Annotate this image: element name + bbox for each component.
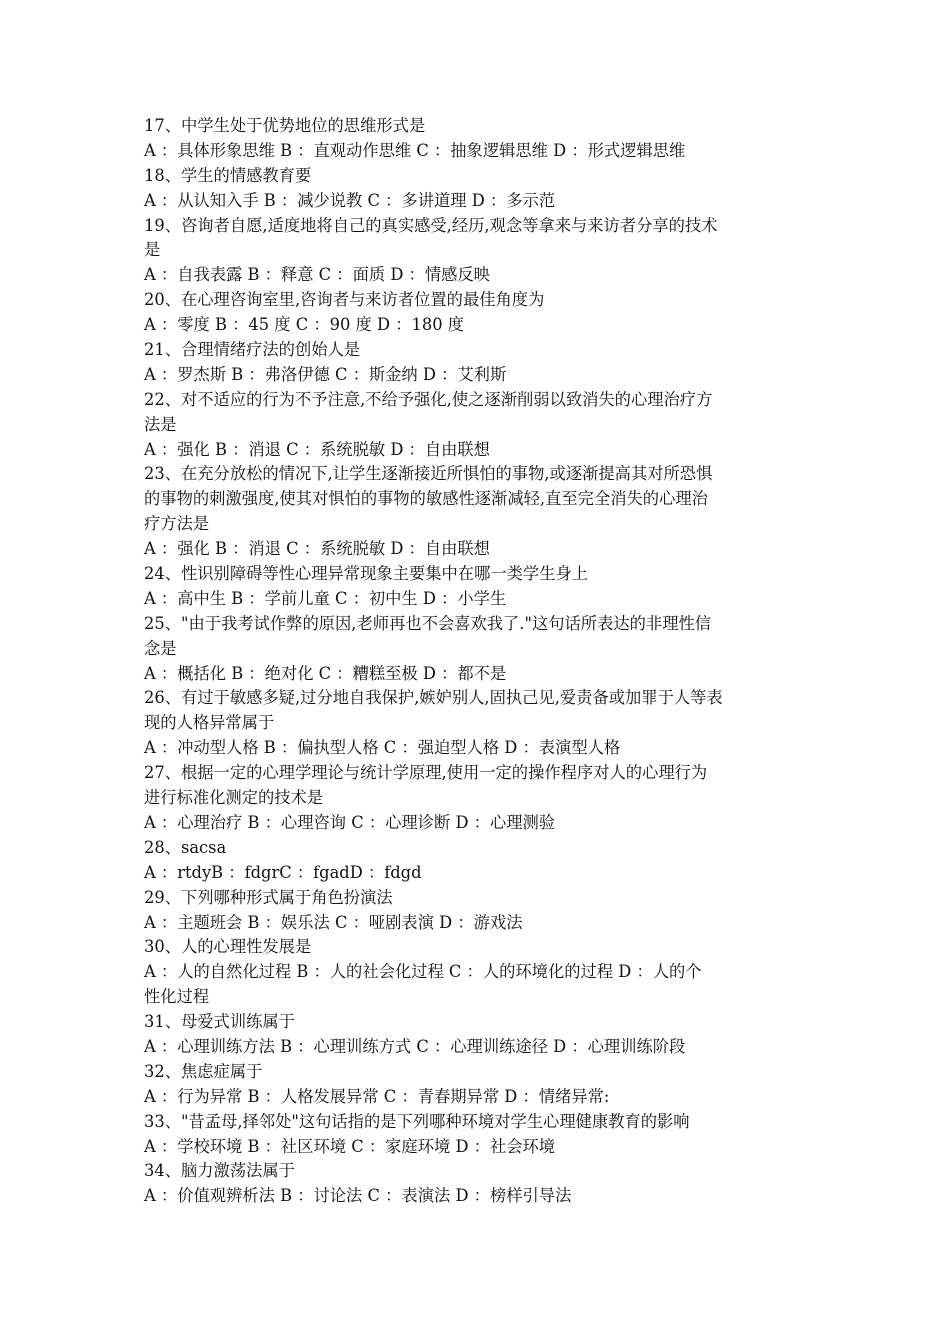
- options-30-line-2: 性化过程: [144, 987, 210, 1007]
- question-22-line-1: 22、对不适应的行为不予注意,不给予强化,使之逐渐削弱以致消失的心理治疗方: [144, 389, 713, 409]
- options-25: A ：概括化 B ：绝对化 C ：糟糕至极 D ：都不是: [144, 663, 507, 683]
- question-25-line-1: 25、"由于我考试作弊的原因,老师再也不会喜欢我了."这句话所表达的非理性信: [144, 613, 712, 633]
- options-28: A ：rtdyB ：fdgrC ：fgadD ：fdgd: [144, 862, 422, 882]
- options-30-line-1: A ：人的自然化过程 B ：人的社会化过程 C ：人的环境化的过程 D ：人的个: [144, 962, 702, 982]
- question-23-line-3: 疗方法是: [144, 514, 210, 534]
- options-20: A ：零度 B ：45 度 C ：90 度 D ：180 度: [144, 315, 465, 335]
- options-34: A ：价值观辨析法 B ：讨论法 C ：表演法 D ：榜样引导法: [144, 1186, 572, 1206]
- question-28: 28、sacsa: [144, 837, 227, 857]
- options-23: A ：强化 B ：消退 C ：系统脱敏 D ：自由联想: [144, 539, 490, 559]
- options-27: A ：心理治疗 B ：心理咨询 C ：心理诊断 D ：心理测验: [144, 812, 556, 832]
- question-32: 32、焦虑症属于: [144, 1061, 263, 1081]
- question-17: 17、中学生处于优势地位的思维形式是: [144, 116, 426, 135]
- question-21: 21、合理情绪疗法的创始人是: [144, 340, 361, 360]
- question-29: 29、下列哪种形式属于角色扮演法: [144, 887, 393, 907]
- document-page: [144, 114, 814, 1209]
- question-19-line-1: 19、咨询者自愿,适度地将自己的真实感受,经历,观念等拿来与来访者分享的技术: [144, 215, 718, 235]
- options-32: A ：行为异常 B ：人格发展异常 C ：青春期异常 D ：情绪异常:: [144, 1086, 610, 1106]
- question-19-line-2: 是: [144, 240, 161, 260]
- options-19: A ：自我表露 B ：释意 C ：面质 D ：情感反映: [144, 265, 490, 285]
- options-31: A ：心理训练方法 B ：心理训练方式 C ：心理训练途径 D ：心理训练阶段: [144, 1036, 686, 1056]
- question-33: 33、"昔孟母,择邻处"这句话指的是下列哪种环境对学生心理健康教育的影响: [144, 1111, 690, 1131]
- options-26: A ：冲动型人格 B ：偏执型人格 C ：强迫型人格 D ：表演型人格: [144, 738, 621, 758]
- options-33: A ：学校环境 B ：社区环境 C ：家庭环境 D ：社会环境: [144, 1136, 556, 1156]
- question-24: 24、性识别障碍等性心理异常现象主要集中在哪一类学生身上: [144, 564, 589, 584]
- question-23-line-2: 的事物的刺激强度,使其对惧怕的事物的敏感性逐渐减轻,直至完全消失的心理治: [144, 489, 708, 509]
- question-34: 34、脑力激荡法属于: [144, 1161, 295, 1181]
- question-20: 20、在心理咨询室里,咨询者与来访者位置的最佳角度为: [144, 290, 545, 310]
- question-25-line-2: 念是: [144, 638, 177, 658]
- question-22-line-2: 法是: [144, 414, 177, 434]
- question-18: 18、学生的情感教育要: [144, 165, 312, 185]
- options-24: A ：高中生 B ：学前儿童 C ：初中生 D ：小学生: [144, 588, 507, 608]
- question-27-line-2: 进行标准化测定的技术是: [144, 788, 324, 808]
- question-31: 31、母爱式训练属于: [144, 1012, 295, 1032]
- options-18: A ：从认知入手 B ：减少说教 C ：多讲道理 D ：多示范: [144, 190, 556, 210]
- question-23-line-1: 23、在充分放松的情况下,让学生逐渐接近所惧怕的事物,或逐渐提高其对所恐惧: [144, 464, 713, 484]
- options-22: A ：强化 B ：消退 C ：系统脱敏 D ：自由联想: [144, 439, 490, 459]
- question-26-line-1: 26、有过于敏感多疑,过分地自我保护,嫉妒别人,固执己见,爱责备或加罪于人等表: [144, 688, 723, 708]
- question-30: 30、人的心理性发展是: [144, 937, 312, 957]
- question-27-line-1: 27、根据一定的心理学理论与统计学原理,使用一定的操作程序对人的心理行为: [144, 763, 708, 783]
- options-21: A ：罗杰斯 B ：弗洛伊德 C ：斯金纳 D ：艾利斯: [144, 364, 507, 384]
- question-26-line-2: 现的人格异常属于: [144, 713, 275, 733]
- options-17: A ：具体形象思维 B ：直观动作思维 C ：抽象逻辑思维 D ：形式逻辑思维: [144, 140, 686, 160]
- options-29: A ：主题班会 B ：娱乐法 C ：哑剧表演 D ：游戏法: [144, 912, 523, 932]
